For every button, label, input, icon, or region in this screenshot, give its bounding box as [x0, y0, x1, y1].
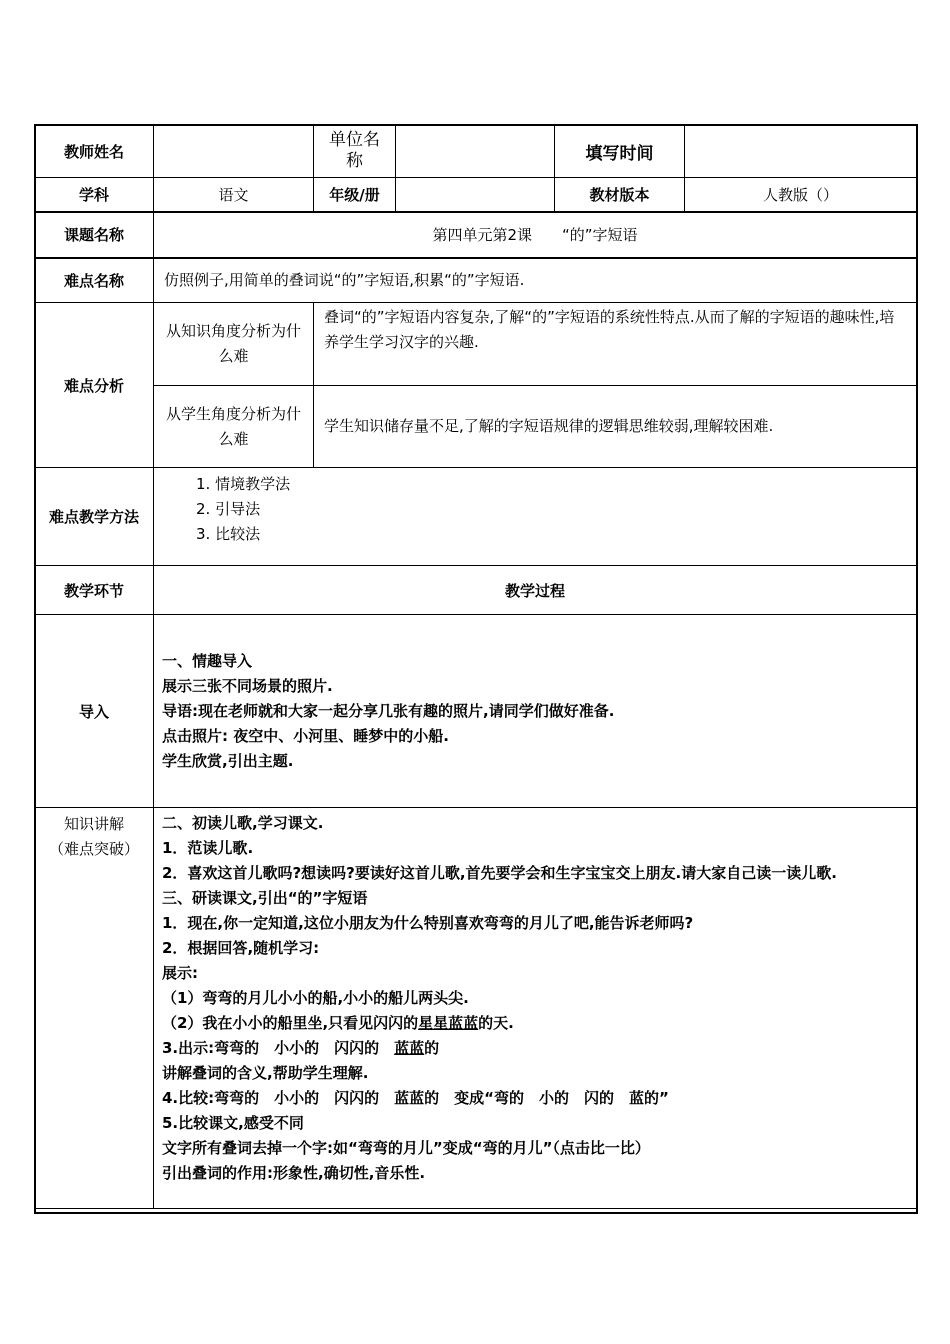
knowledge-line: 二、初读儿歌,学习课文. [162, 814, 324, 832]
student-angle-label: 从学生角度分析为什么难 [154, 386, 314, 468]
line-text: （2）我在小小的船里坐,只看见闪闪的 [162, 1014, 419, 1032]
knowledge-line: 5.比较课文,感受不同 [162, 1114, 304, 1132]
difficulty-row [35, 258, 917, 303]
knowledge-content [154, 808, 917, 1209]
fill-date-label: 填写时间 [555, 125, 685, 178]
knowledge-line: 文字所有叠词去掉一个字:如“弯弯的月儿”变成“弯的月儿”（点击比一比） [162, 1139, 650, 1157]
methods-row [35, 468, 917, 566]
intro-line: 一、情趣导入 [162, 651, 253, 670]
intro-line: 导语:现在老师就和大家一起分享几张有趣的照片,请同学们做好准备. [162, 701, 615, 720]
difficulty-value: 仿照例子,用简单的叠词说“的”字短语,积累“的”字短语. [154, 258, 917, 303]
teacher-name-value[interactable] [154, 125, 314, 178]
knowledge-line: 4.比较:弯弯的 小小的 闪闪的 蓝蓝的 变成“弯的 小的 闪的 蓝的” [162, 1089, 669, 1107]
knowledge-line: 三、研读课文,引出“的”字短语 [162, 889, 368, 907]
knowledge-line: 讲解叠词的含义,帮助学生理解. [162, 1064, 369, 1082]
topic-row [35, 212, 917, 258]
intro-line: 展示三张不同场景的照片. [162, 676, 333, 695]
grade-value[interactable] [396, 178, 555, 212]
knowledge-line [162, 1036, 908, 1061]
knowledge-line: 2．喜欢这首儿歌吗?想读吗?要读好这首儿歌,首先要学会和生字宝宝交上朋友.请大家自己读一读儿歌. [162, 864, 837, 882]
analysis-label: 难点分析 [35, 303, 154, 468]
stage-header: 教学环节 [35, 566, 154, 615]
knowledge-angle-value: 叠词“的”字短语内容复杂,了解“的”字短语的系统性特点.从而了解的字短语的趣味性,培养学生学习汉字的兴趣. [314, 303, 917, 386]
knowledge-line: 展示: [162, 964, 198, 982]
method-item: 1. 情境教学法 [196, 475, 291, 493]
process-header: 教学过程 [154, 566, 917, 615]
knowledge-row [35, 808, 917, 1209]
unit-name-value[interactable] [396, 125, 555, 178]
line-text: 3.出示:弯弯的 小小的 闪闪的 [162, 1039, 395, 1057]
analysis-row-knowledge [35, 303, 917, 386]
edition-label: 教材版本 [555, 178, 685, 212]
knowledge-label-line1: 知识讲解 [63, 815, 124, 833]
knowledge-line [162, 1011, 908, 1036]
underlined-text: 蓝蓝 [394, 1039, 425, 1057]
method-item: 3. 比较法 [196, 525, 261, 543]
student-angle-value: 学生知识储存量不足,了解的字短语规律的逻辑思维较弱,理解较困难. [314, 386, 917, 468]
methods-label: 难点教学方法 [35, 468, 154, 566]
process-header-row [35, 566, 917, 615]
knowledge-line: 2．根据回答,随机学习: [162, 939, 320, 957]
form-table [34, 124, 917, 1209]
knowledge-label [35, 808, 154, 1209]
knowledge-line: 1．现在,你一定知道,这位小朋友为什么特别喜欢弯弯的月儿了吧,能告诉老师吗? [162, 914, 694, 932]
header-row-2 [35, 178, 917, 212]
underlined-text: 星星蓝蓝 [418, 1014, 479, 1032]
lesson-plan-form [34, 124, 916, 1209]
knowledge-line: 引出叠词的作用:形象性,确切性,音乐性. [162, 1164, 426, 1182]
edition-value: 人教版（） [685, 178, 917, 212]
knowledge-label-line2: （难点突破） [48, 840, 139, 858]
header-row-1 [35, 125, 917, 178]
subject-label: 学科 [35, 178, 154, 212]
line-text: 的 [424, 1039, 440, 1057]
fill-date-value[interactable] [685, 125, 917, 178]
intro-label: 导入 [35, 615, 154, 808]
knowledge-angle-label: 从知识角度分析为什么难 [154, 303, 314, 386]
teacher-name-label: 教师姓名 [35, 125, 154, 178]
knowledge-line: 1．范读儿歌. [162, 839, 254, 857]
intro-line: 学生欣赏,引出主题. [162, 751, 294, 770]
grade-label: 年级/册 [314, 178, 396, 212]
topic-value: 第四单元第2课 “的”字短语 [154, 212, 917, 258]
line-text: 的天. [478, 1014, 514, 1032]
methods-list [154, 468, 917, 566]
intro-line: 点击照片: 夜空中、小河里、睡梦中的小船. [162, 726, 449, 745]
intro-row [35, 615, 917, 808]
analysis-row-student [35, 386, 917, 468]
unit-name-label: 单位名称 [314, 125, 396, 178]
knowledge-line: （1）弯弯的月儿小小的船,小小的船儿两头尖. [162, 989, 469, 1007]
intro-content [154, 615, 917, 808]
method-item: 2. 引导法 [196, 500, 261, 518]
topic-label: 课题名称 [35, 212, 154, 258]
difficulty-label: 难点名称 [35, 258, 154, 303]
subject-value: 语文 [154, 178, 314, 212]
